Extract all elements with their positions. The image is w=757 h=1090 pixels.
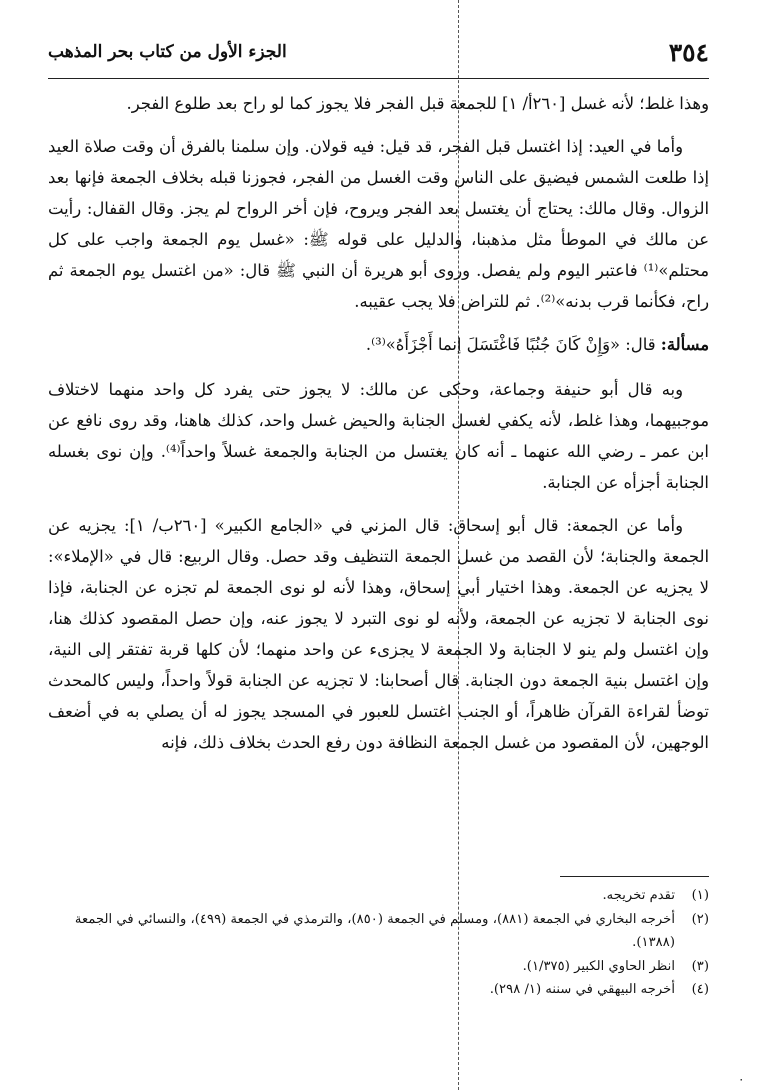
footnotes [48,884,709,1002]
footnote-text: أخرجه البخاري في الجمعة (٨٨١)، ومسلم في الجمعة (٨٥٠)، والترمذي في الجمعة (٤٩٩)، والنسائي في الجمعة (١٣٨٨). [74,911,675,950]
paragraph-2: وأما في العيد: إذا اغتسل قبل الفجر، قد قيل: فيه قولان. وإن سلمنا بالفرق أن وقت صلاة العيد إذا طلعت الشمس فيضيق على الناس وقت الغسل من الفجر، فجوزنا قبله بخلاف الجمعة فإنها بعد الزوال. وقال مالك: يحتاج أن يغتسل بعد الفجر ويروح، فإن أخر الرواح لم يجز. وقال القفال: رأيت عن مالك في الموطأ مثل مذهبنا، والدليل على قوله ﷺ: «غسل يوم الجمعة واجب على كل محتلم»⁽¹⁾ فاعتبر اليوم ولم يفصل. وروى أبو هريرة أن النبي ﷺ قال: «من اغتسل يوم الجمعة ثم راح، فكأنما قرب بدنه»⁽²⁾. ثم للتراض فلا يجب عقيبه. [48,137,709,311]
footnotes-rule [560,876,709,877]
footnote [48,978,709,1002]
main-text [48,88,709,770]
issue-text: قال: «وَإِنْ كَانَ جُنُبًا فَاغْتَسَلَ إنما أَجْزَأَهُ»⁽³⁾. [365,335,656,354]
issue-paragraph [48,329,709,360]
footnote [48,955,709,979]
page-number: ٣٥٤ [668,38,709,67]
paragraph-4: وأما عن الجمعة: قال أبو إسحاق: قال المزني في «الجامع الكبير» [٢٦٠ب/ ١]: يجزيه عن الجمعة والجنابة؛ لأن القصد من غسل الجمعة التنظيف وقد حصل. وقال الربيع: قال في «الإملاء»: لا يجزيه عن الجمعة. وهذا اختيار أبي إسحاق، وهذا لأنه لو نوى الجمعة لم تجزه عن الجنابة، فإذا نوى الجنابة لا تجزيه عن الجمعة، ولأنه لو نوى التبرد لا يجوز عنه، وإن حصل المقصود كذلك هنا، وإن اغتسل ولم ينو لا الجنابة ولا الجمعة لا يجزىء عن واحد منهما؛ لأن كلها قربة تفتقر إلى النية، وإن اغتسل بنية الجمعة دون الجنابة. قال أصحابنا: لا تجزيه عن الجنابة قولاً واحداً، وليس كالمحدث توضأ لقراءة القرآن ظاهراً، أو الجنب اغتسل للعبور في المسجد يجوز له أن يصلي به في أضعف الوجهين، لأن المقصود من غسل الجمعة النظافة دون رفع الحدث بخلاف ذلك، فإنه [48,516,709,752]
paragraph-3: وبه قال أبو حنيفة وجماعة، وحكى عن مالك: لا يجوز حتى يفرد كل واحد منهما لاختلاف موجبيهما، وهذا غلط، لأنه يكفي لغسل الجنابة والحيض غسل واحد، كذلك هاهنا، وقد روى نافع عن ابن عمر ـ رضي الله عنهما ـ أنه كان يغتسل من الجنابة والجمعة غسلاً واحداً⁽⁴⁾. وإن نوى بغسله الجنابة أجزأه عن الجنابة. [48,380,709,492]
footnote-number: (٢) [691,911,709,927]
footnote-text: أخرجه البيهقي في سننه (١/ ٢٩٨). [489,982,675,997]
page-header [48,38,709,78]
footnote-number: (٤) [691,982,709,997]
paragraph-1: وهذا غلط؛ لأنه غسل [٢٦٠أ/ ١] للجمعة قبل الفجر فلا يجوز كما لو راح بعد طلوع الفجر. [126,94,709,113]
header-rule [48,78,709,79]
footnote-text: تقدم تخريجه. [602,888,675,903]
bottom-mark: ٠ [738,1072,745,1086]
footnote-number: (١) [691,888,709,903]
issue-label: مسألة: [660,335,709,354]
footnote-text: انظر الحاوي الكبير (١/٣٧٥). [522,958,675,974]
footnote-number: (٣) [691,958,709,974]
footnote [48,908,709,955]
footnote [48,884,709,908]
running-title: الجزء الأول من كتاب بحر المذهب [48,42,287,62]
